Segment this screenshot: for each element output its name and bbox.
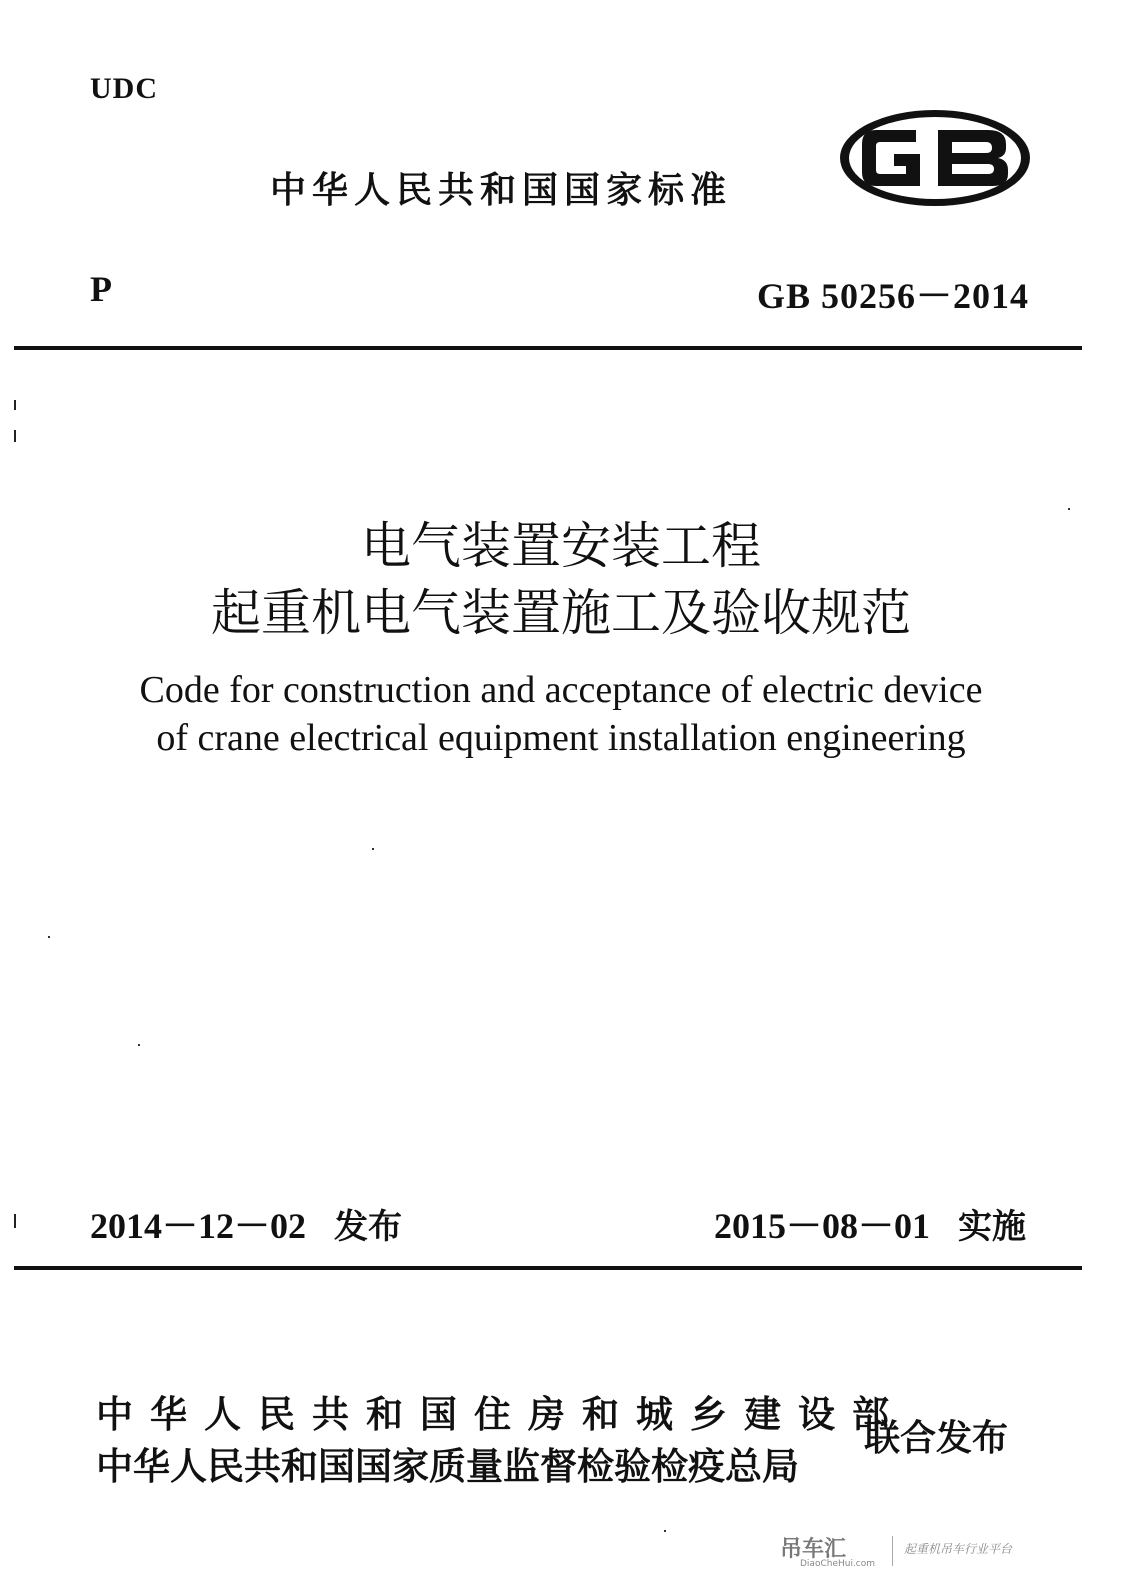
scan-mark xyxy=(14,400,16,410)
title-en-line2: of crane electrical equipment installation engineering xyxy=(156,717,966,759)
effective-date: 2015－08－01 xyxy=(713,1206,930,1246)
joint-publish-label: 联合发布 xyxy=(864,1418,1009,1459)
top-divider xyxy=(14,346,1082,350)
title-en-line1: Code for construction and acceptance of electric device xyxy=(139,669,983,711)
scan-speck xyxy=(48,936,50,938)
classification-code: P xyxy=(90,269,112,309)
standard-code: GB 50256－2014 xyxy=(756,276,1029,316)
scan-mark xyxy=(14,1214,16,1228)
effective-label: 实施 xyxy=(958,1207,1026,1247)
title-cn-line1: 电气装置安装工程 xyxy=(361,517,761,575)
scan-speck xyxy=(372,848,374,850)
publisher-line1: 中华人民共和国住房和城乡建设部 xyxy=(96,1393,906,1436)
bottom-divider xyxy=(14,1266,1082,1270)
scan-speck xyxy=(138,1044,140,1046)
title-cn-line2: 起重机电气装置施工及验收规范 xyxy=(211,584,911,642)
scan-mark xyxy=(14,430,16,442)
issue-date-block xyxy=(90,1198,402,1249)
scan-speck xyxy=(664,1530,666,1532)
watermark-brand: 吊车汇 xyxy=(780,1537,847,1562)
watermark-site: DiaoCheHui.com xyxy=(800,1559,876,1569)
gb-logo xyxy=(838,108,1032,208)
publisher-line2: 中华人民共和国国家质量监督检验检疫总局 xyxy=(96,1445,799,1488)
watermark xyxy=(780,1532,1100,1572)
standard-type-heading: 中华人民共和国国家标准 xyxy=(270,170,733,211)
issue-date: 2014－12－02 xyxy=(90,1206,307,1246)
udc-label: UDC xyxy=(90,72,158,105)
effective-date-block xyxy=(714,1198,1026,1249)
watermark-separator xyxy=(892,1536,893,1566)
issue-label: 发布 xyxy=(334,1207,403,1247)
watermark-tagline: 起重机吊车行业平台 xyxy=(904,1542,1013,1556)
